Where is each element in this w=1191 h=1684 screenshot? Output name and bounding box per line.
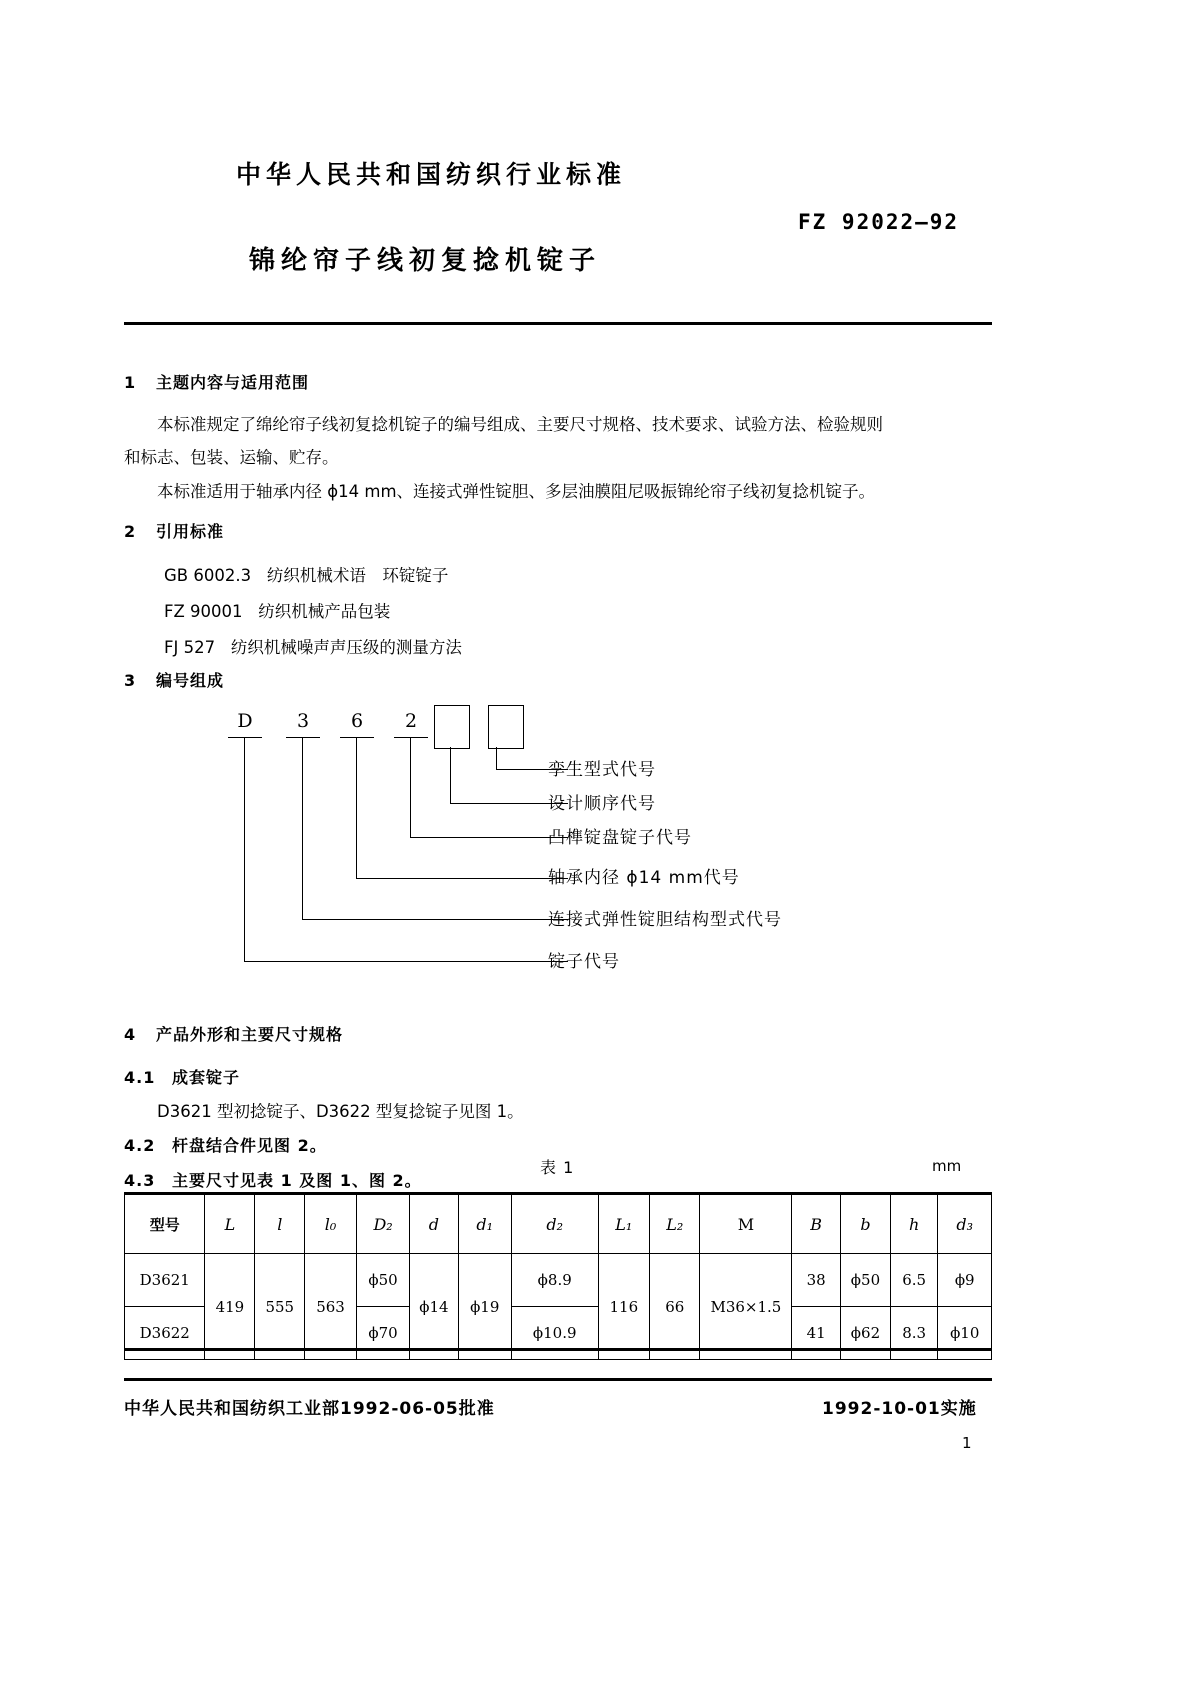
table-unit-label: mm xyxy=(932,1157,962,1175)
code-underline-2 xyxy=(286,737,320,738)
reference-3-title: 纺织机械噪声声压级的测量方法 xyxy=(230,638,462,657)
reference-item-3 xyxy=(164,634,462,658)
cell-d-shared: ϕ14 xyxy=(410,1254,458,1360)
page-number: 1 xyxy=(962,1434,972,1452)
cell-l0-shared: 563 xyxy=(305,1254,357,1360)
section-3-number: 3 xyxy=(124,671,137,690)
section-4-3-title: 主要尺寸见表 1 及图 1、图 2。 xyxy=(172,1171,422,1190)
reference-1-code: GB 6002.3 xyxy=(164,566,252,585)
section-1-title: 主题内容与适用范围 xyxy=(156,373,310,392)
cell-d1-shared: ϕ19 xyxy=(458,1254,511,1360)
table-header-row xyxy=(125,1194,992,1254)
cell-d3-d3622: ϕ10 xyxy=(938,1307,992,1360)
cell-d3-d3621: ϕ9 xyxy=(938,1254,992,1307)
standard-number: FZ 92022—92 xyxy=(798,210,960,234)
column-header-model: 型号 xyxy=(125,1194,205,1254)
column-header-l0: l₀ xyxy=(305,1194,357,1254)
header-divider xyxy=(124,322,992,325)
leader-2-vertical xyxy=(450,747,451,803)
column-header-d3: d₃ xyxy=(938,1194,992,1254)
leader-6-vertical xyxy=(244,737,245,961)
cell-B-d3622: 41 xyxy=(792,1307,841,1360)
section-4-number: 4 xyxy=(124,1025,137,1044)
diagram-label-3: 凸榫锭盘锭子代号 xyxy=(548,828,692,848)
reference-2-title: 纺织机械产品包装 xyxy=(258,602,391,621)
cell-L1-shared: 116 xyxy=(598,1254,650,1360)
leader-3-horizontal xyxy=(410,837,568,838)
section-4-1-number: 4.1 xyxy=(124,1068,156,1087)
cell-model-d3621: D3621 xyxy=(125,1254,205,1307)
reference-3-code: FJ 527 xyxy=(164,638,216,657)
numbering-composition-diagram xyxy=(124,700,992,990)
section-4-2-number: 4.2 xyxy=(124,1136,156,1155)
footer-effective-date: 1992-10-01实施 xyxy=(822,1399,977,1419)
cell-d2-d3621: ϕ8.9 xyxy=(511,1254,598,1307)
leader-4-horizontal xyxy=(356,878,568,879)
reference-1-title: 纺织机械术语 环锭锭子 xyxy=(266,566,449,585)
code-underline-3 xyxy=(340,737,374,738)
cell-b-d3621: ϕ50 xyxy=(840,1254,890,1307)
section-2-heading xyxy=(124,519,224,542)
table-bottom-rule xyxy=(124,1348,992,1351)
column-header-L: L xyxy=(205,1194,255,1254)
section-2-number: 2 xyxy=(124,522,137,541)
diagram-label-4: 轴承内径 ϕ14 mm代号 xyxy=(548,868,740,888)
cell-D2-d3622: ϕ70 xyxy=(356,1307,409,1360)
cell-b-d3622: ϕ62 xyxy=(840,1307,890,1360)
table-caption: 表 1 xyxy=(540,1158,575,1177)
diagram-label-1: 孪生型式代号 xyxy=(548,760,656,780)
table-row xyxy=(125,1254,992,1307)
section-1-paragraph-2: 本标准适用于轴承内径 ϕ14 mm、连接式弹性锭胆、多层油膜阻尼吸振锦纶帘子线初复捻机锭子。 xyxy=(157,482,876,501)
diagram-label-5: 连接式弹性锭胆结构型式代号 xyxy=(548,910,782,930)
diagram-label-2: 设计顺序代号 xyxy=(548,794,656,814)
column-header-L1: L₁ xyxy=(598,1194,650,1254)
column-header-B: B xyxy=(792,1194,841,1254)
reference-item-2 xyxy=(164,598,390,622)
diagram-label-6: 锭子代号 xyxy=(548,952,620,972)
cell-M-shared: M36×1.5 xyxy=(700,1254,792,1360)
leader-6-horizontal xyxy=(244,961,568,962)
code-char-2: 2 xyxy=(404,710,418,732)
reference-2-code: FZ 90001 xyxy=(164,602,243,621)
column-header-d: d xyxy=(410,1194,458,1254)
section-2-title: 引用标准 xyxy=(156,522,225,541)
cell-h-d3622: 8.3 xyxy=(890,1307,938,1360)
leader-5-vertical xyxy=(302,737,303,919)
section-4-1-title: 成套锭子 xyxy=(172,1068,241,1087)
code-char-6: 6 xyxy=(350,710,364,732)
cell-D2-d3621: ϕ50 xyxy=(356,1254,409,1307)
document-title: 锦纶帘子线初复捻机锭子 xyxy=(249,246,602,276)
column-header-b: b xyxy=(840,1194,890,1254)
section-1-heading xyxy=(124,370,309,393)
section-4-3-heading xyxy=(124,1168,422,1191)
cell-model-d3622: D3622 xyxy=(125,1307,205,1360)
footer-approval: 中华人民共和国纺织工业部1992-06-05批准 xyxy=(124,1399,495,1419)
issuer-title: 中华人民共和国纺织行业标准 xyxy=(236,160,627,189)
cell-d2-d3622: ϕ10.9 xyxy=(511,1307,598,1360)
cell-L2-shared: 66 xyxy=(650,1254,700,1360)
section-4-1-body: D3621 型初捻锭子、D3622 型复捻锭子见图 1。 xyxy=(157,1102,524,1121)
section-4-3-number: 4.3 xyxy=(124,1171,156,1190)
column-header-d1: d₁ xyxy=(458,1194,511,1254)
column-header-L2: L₂ xyxy=(650,1194,700,1254)
cell-L-shared: 419 xyxy=(205,1254,255,1360)
section-1-paragraph-1-line-1: 本标准规定了绵纶帘子线初复捻机锭子的编号组成、主要尺寸规格、技术要求、试验方法、检验规则 xyxy=(157,415,883,434)
section-4-2-heading xyxy=(124,1133,327,1156)
code-char-D: D xyxy=(237,710,253,732)
leader-1-vertical xyxy=(496,747,497,769)
column-header-d2: d₂ xyxy=(511,1194,598,1254)
leader-3-vertical xyxy=(410,737,411,837)
section-3-title: 编号组成 xyxy=(156,671,225,690)
column-header-M: M xyxy=(700,1194,792,1254)
section-4-heading xyxy=(124,1022,343,1045)
section-1-paragraph-1-line-2: 和标志、包装、运输、贮存。 xyxy=(124,448,339,467)
leader-4-vertical xyxy=(356,737,357,878)
column-header-D2: D₂ xyxy=(356,1194,409,1254)
section-4-1-heading xyxy=(124,1065,240,1088)
cell-l-shared: 555 xyxy=(255,1254,305,1360)
section-1-number: 1 xyxy=(124,373,137,392)
column-header-h: h xyxy=(890,1194,938,1254)
cell-B-d3621: 38 xyxy=(792,1254,841,1307)
section-4-title: 产品外形和主要尺寸规格 xyxy=(156,1025,344,1044)
section-3-heading xyxy=(124,668,224,691)
code-char-3: 3 xyxy=(296,710,310,732)
specification-table xyxy=(124,1192,992,1360)
reference-item-1 xyxy=(164,562,448,586)
code-underline-1 xyxy=(228,737,262,738)
leader-5-horizontal xyxy=(302,919,568,920)
cell-h-d3621: 6.5 xyxy=(890,1254,938,1307)
code-box-2 xyxy=(488,705,524,749)
code-box-1 xyxy=(434,705,470,749)
column-header-l: l xyxy=(255,1194,305,1254)
section-4-2-title: 杆盘结合件见图 2。 xyxy=(172,1136,327,1155)
footer-divider xyxy=(124,1378,992,1381)
code-underline-4 xyxy=(394,737,428,738)
